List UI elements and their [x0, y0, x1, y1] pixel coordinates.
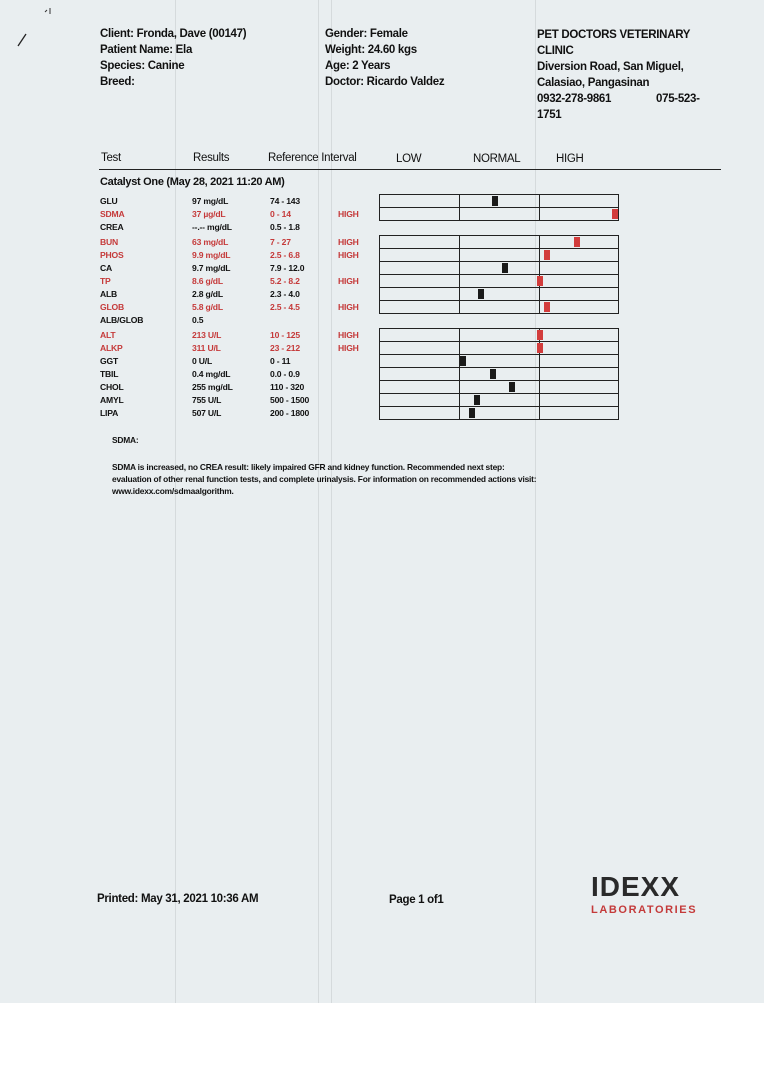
test-name: TBIL [100, 369, 119, 379]
clinic-address-line2: Calasiao, Pangasinan [537, 77, 650, 89]
result-marker [544, 302, 550, 312]
test-reference: 0.0 - 0.9 [270, 369, 300, 379]
test-name: LIPA [100, 408, 119, 418]
range-graph [379, 368, 619, 381]
table-row [100, 394, 370, 407]
scan-artifact [175, 0, 176, 1003]
result-marker [544, 250, 550, 260]
test-name: SDMA [100, 209, 125, 219]
scan-artifact [331, 0, 332, 1003]
test-flag: HIGH [338, 250, 359, 260]
table-row [100, 236, 370, 249]
test-name: ALKP [100, 343, 123, 353]
species: Species: Canine [100, 60, 185, 72]
note-line: www.idexx.com/sdmaalgorithm. [112, 486, 234, 496]
test-reference: 2.5 - 4.5 [270, 302, 300, 312]
table-row [100, 329, 370, 342]
range-graph [379, 288, 619, 301]
test-result: 311 U/L [192, 343, 221, 353]
test-reference: 0 - 11 [270, 356, 291, 366]
result-marker [460, 356, 466, 366]
test-result: 8.6 g/dL [192, 276, 223, 286]
clinic-name-line1: PET DOCTORS VETERINARY [537, 29, 691, 41]
test-result: 755 U/L [192, 395, 222, 405]
col-results: Results [193, 152, 230, 164]
result-marker [612, 209, 618, 219]
table-row [100, 368, 370, 381]
range-graph [379, 301, 619, 314]
range-graph [379, 342, 619, 355]
panel-title: Catalyst One (May 28, 2021 11:20 AM) [100, 176, 285, 188]
range-graph [379, 394, 619, 407]
test-reference: 500 - 1500 [270, 395, 310, 405]
test-flag: HIGH [338, 209, 359, 219]
result-marker [492, 196, 498, 206]
printed-date: Printed: May 31, 2021 10:36 AM [97, 893, 259, 905]
note-line: evaluation of other renal function tests, and complete urinalysis. For information on recommended actions visit: [112, 474, 537, 484]
breed: Breed: [100, 76, 135, 88]
result-marker [509, 382, 515, 392]
table-row [100, 221, 370, 234]
test-name: TP [100, 276, 111, 286]
col-reference: Reference Interval [268, 152, 357, 164]
weight: Weight: 24.60 kgs [325, 44, 417, 56]
test-reference: 7.9 - 12.0 [270, 263, 305, 273]
idexx-logo-subtitle: LABORATORIES [591, 904, 698, 916]
age: Age: 2 Years [325, 60, 391, 72]
table-row [100, 407, 370, 420]
range-graph [379, 407, 619, 420]
scan-artifact [535, 0, 536, 1003]
test-name: CA [100, 263, 113, 273]
test-name: GLU [100, 196, 118, 206]
clinic-phone2: 075-523- [656, 93, 700, 105]
test-name: AMYL [100, 395, 124, 405]
pen-mark-icon [0, 0, 60, 60]
range-graph [379, 235, 619, 249]
note-heading: SDMA: [112, 435, 139, 445]
test-result: 37 µg/dL [192, 209, 226, 219]
test-flag: HIGH [338, 343, 359, 353]
table-row [100, 355, 370, 368]
table-row [100, 301, 370, 314]
client-name: Client: Fronda, Dave (00147) [100, 28, 247, 40]
range-graph [379, 381, 619, 394]
test-reference: 0 - 14 [270, 209, 291, 219]
test-reference: 74 - 143 [270, 196, 300, 206]
test-flag: HIGH [338, 237, 359, 247]
result-marker [574, 237, 580, 247]
table-row [100, 208, 370, 221]
clinic-phone1: 0932-278-9861 [537, 93, 612, 105]
range-graph [379, 355, 619, 368]
result-marker [474, 395, 480, 405]
clinic-address-line1: Diversion Road, San Miguel, [537, 61, 684, 73]
test-result: 0 U/L [192, 356, 213, 366]
clinic-phone2-cont: 1751 [537, 109, 562, 121]
table-row [100, 342, 370, 355]
table-row [100, 262, 370, 275]
test-reference: 2.5 - 6.8 [270, 250, 300, 260]
test-reference: 5.2 - 8.2 [270, 276, 300, 286]
range-graph [379, 262, 619, 275]
test-result: 9.9 mg/dL [192, 250, 231, 260]
test-result: 9.7 mg/dL [192, 263, 231, 273]
patient-name: Patient Name: Ela [100, 44, 193, 56]
table-row [100, 195, 370, 208]
test-reference: 200 - 1800 [270, 408, 310, 418]
col-normal: NORMAL [473, 153, 521, 165]
result-marker [537, 330, 543, 340]
col-test: Test [101, 152, 121, 164]
idexx-logo: IDEXX [591, 871, 681, 902]
test-name: CREA [100, 222, 124, 232]
test-flag: HIGH [338, 302, 359, 312]
clinic-name-line2: CLINIC [537, 45, 574, 57]
col-low: LOW [396, 153, 422, 165]
note-line: SDMA is increased, no CREA result: likely impaired GFR and kidney function. Recommended next step: [112, 462, 505, 472]
test-result: 97 mg/dL [192, 196, 229, 206]
test-flag: HIGH [338, 276, 359, 286]
col-high: HIGH [556, 153, 584, 165]
range-graph [379, 194, 619, 208]
test-result: 255 mg/dL [192, 382, 233, 392]
range-graph [379, 208, 619, 221]
test-reference: 2.3 - 4.0 [270, 289, 300, 299]
result-marker [469, 408, 475, 418]
range-graph [379, 275, 619, 288]
test-result: 0.5 [192, 315, 204, 325]
test-name: GGT [100, 356, 119, 366]
table-row [100, 249, 370, 262]
table-row [100, 288, 370, 301]
test-name: ALB/GLOB [100, 315, 144, 325]
test-result: 63 mg/dL [192, 237, 229, 247]
test-result: --.-- mg/dL [192, 222, 232, 232]
test-name: ALT [100, 330, 116, 340]
test-name: ALB [100, 289, 118, 299]
gender: Gender: Female [325, 28, 408, 40]
table-row [100, 381, 370, 394]
test-reference: 10 - 125 [270, 330, 300, 340]
test-name: GLOB [100, 302, 125, 312]
result-marker [490, 369, 496, 379]
doctor: Doctor: Ricardo Valdez [325, 76, 445, 88]
test-result: 213 U/L [192, 330, 222, 340]
test-reference: 0.5 - 1.8 [270, 222, 300, 232]
result-marker [502, 263, 508, 273]
test-reference: 7 - 27 [270, 237, 291, 247]
test-name: PHOS [100, 250, 124, 260]
test-result: 507 U/L [192, 408, 222, 418]
test-reference: 110 - 320 [270, 382, 305, 392]
test-name: BUN [100, 237, 119, 247]
range-graph [379, 328, 619, 342]
test-reference: 23 - 212 [270, 343, 300, 353]
result-marker [478, 289, 484, 299]
header-rule [99, 169, 721, 170]
test-result: 2.8 g/dL [192, 289, 223, 299]
test-flag: HIGH [338, 330, 359, 340]
result-marker [537, 276, 543, 286]
test-result: 5.8 g/dL [192, 302, 223, 312]
range-graph [379, 249, 619, 262]
result-marker [537, 343, 543, 353]
table-row [100, 314, 370, 327]
page-number: Page 1 of1 [389, 894, 444, 906]
scan-artifact [318, 0, 319, 1003]
test-result: 0.4 mg/dL [192, 369, 231, 379]
test-name: CHOL [100, 382, 124, 392]
table-row [100, 275, 370, 288]
